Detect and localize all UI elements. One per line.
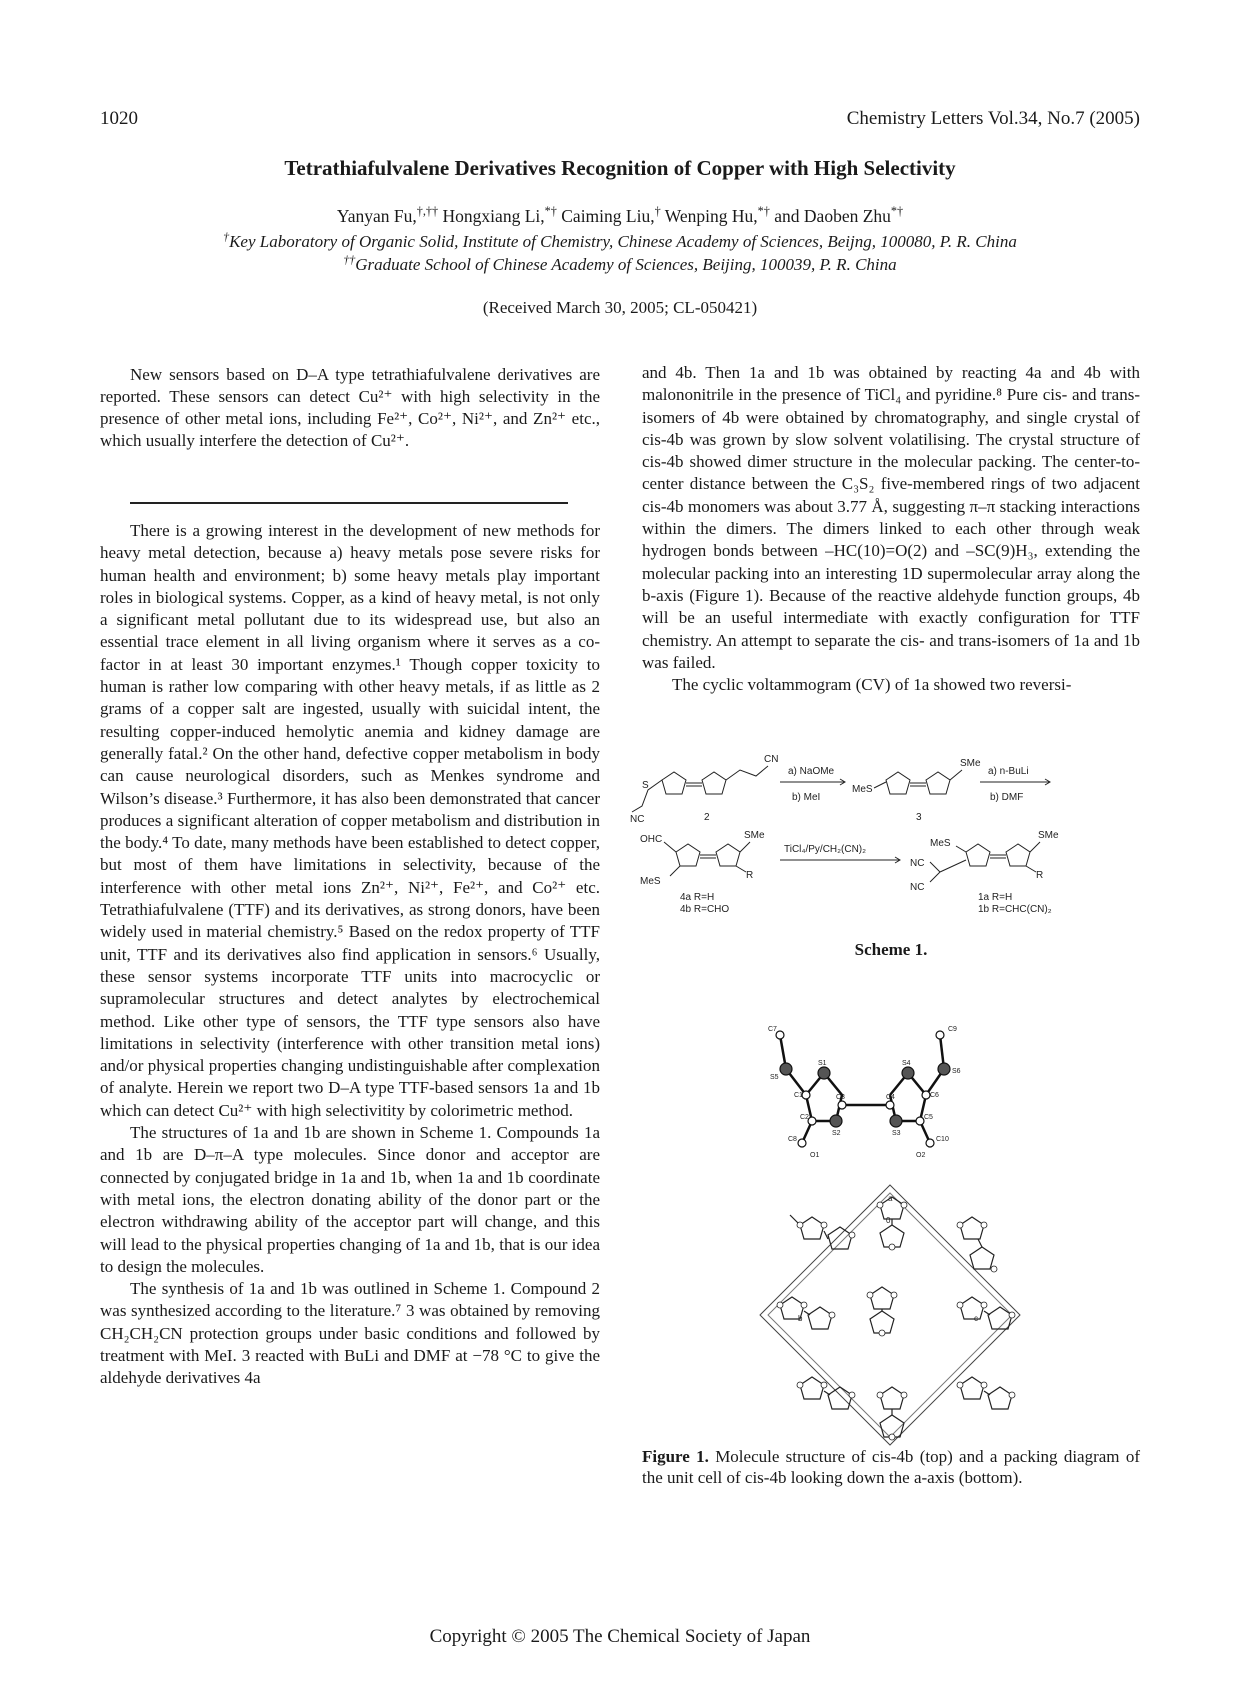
paper-title: Tetrathiafulvalene Derivatives Recognition of Copper with High Selectivity: [284, 156, 956, 180]
atom-label: C4: [886, 1094, 895, 1101]
scheme-label-ohc: OHC: [640, 834, 663, 845]
author-list: [0, 206, 1240, 227]
axis-label: 0: [886, 1216, 891, 1225]
atom-label: C6: [930, 1092, 939, 1099]
atom-label: O2: [916, 1152, 926, 1159]
step1-reagent-b: b) MeI: [792, 792, 821, 803]
body-paragraph: and 4b. Then 1a and 1b was obtained by reacting 4a and 4b with malononitrile in the presence of TiCl₄ and pyridine.⁸ Pure cis- and trans-isomers of 4b were obtained by chromatography, and single crystal of cis-4b was grown by slow solvent volatilising. The crystal structure of cis-4b showed dimer structure in the molecular packing. The center-to-center distance between the C₃S₂ five-membered rings of two adjacent cis-4b monomers was about 3.77 Å, suggesting π–π stacking interactions within the dimers. The dimers linked to each other through weak hydrogen bonds between –HC(10)=O(2) and –SC(9)H₃, extending the molecular packing into an interesting 1D supermolecular array along the b-axis (Figure 1). Because of the reactive aldehyde function groups, 4b will be an useful intermediate with exactly configuration for TTF chemistry. An attempt to separate the cis- and trans-isomers of 1a and 1b was failed.: [642, 363, 1140, 672]
atom-label: C9: [948, 1026, 957, 1033]
scheme-label-nc: NC: [910, 882, 925, 893]
scheme-label-r: R: [1036, 870, 1044, 881]
body-paragraph: There is a growing interest in the development of new methods for heavy metal detection, because a) heavy metals pose severe risks for human health and environment; b) some heavy metals play important roles in biological systems. Copper, as a kind of heavy metal, is not only a significant metal pollutant due to its widespread use, but also an essential trace element in all living organism where it serves as a co-factor in at least 30 important enzymes.¹ Though copper toxicity to human is rather low comparing with other heavy metals, if as little as 2 grams of a copper salt are ingested, usually with suicidal intent, the resulting copper-induced hemolytic anemia and kidney damage are generally fatal.² On the other hand, defective copper metabolism in body can cause neurological disorders, such as Menkes syndrome and Wilson’s disease.³ Furthermore, it has also been demonstrated that cancer produces a significant alteration of copper metabolism and distribution in the body.⁴ To date, many methods have been established to detect copper, but most of them have limitations in selectivity, because of the interference with other metal ions Zn²⁺, Ni²⁺, Fe²⁺, and Co²⁺ etc. Tetrathiafulvalene (TTF) and its derivatives, as strong donors, have been widely used in material chemistry.⁵ Based on the redox property of TTF unit, TTF and its derivatives also find application in sensors.⁶ Usually, these sensor systems incorporate TTF units into macrocyclic or supramolecular structures and detect analytes by electrochemical method. Like other type of sensors, the TTF type sensors also have limitations in selectivity (interference with other transition metal ions) and/or physical properties changing undistinguishable after complexation of analyte. Herein we report two D–A type TTF-based sensors 1a and 1b which can detect Cu²⁺ with high selectivitity by colorimetric method.: [100, 521, 600, 1120]
author-mark: *†: [890, 204, 904, 219]
axis-label: a: [888, 1194, 893, 1203]
affiliation-text: Key Laboratory of Organic Solid, Institute of Chemistry, Chinese Academy of Sciences, Beijng, 100080, P. R. China: [229, 232, 1017, 251]
step3-reagent: TiCl₄/Py/CH₂(CN)₂: [784, 844, 867, 855]
atom-label: S5: [770, 1074, 779, 1081]
author-name: Hongxiang Li,: [438, 206, 545, 226]
molecule-structure-figure: [740, 995, 1000, 1160]
atom-label: S6: [952, 1068, 961, 1075]
step2-reagent-a: a) n-BuLi: [988, 766, 1029, 777]
affiliation-text: Graduate School of Chinese Academy of Sciences, Beijing, 100039, P. R. China: [355, 255, 897, 274]
atom-label: S4: [902, 1060, 911, 1067]
affiliation-1: [0, 229, 1240, 252]
atom-label: C10: [936, 1136, 949, 1143]
atom-label: C2: [800, 1114, 809, 1121]
scheme-label-nc: NC: [910, 858, 925, 869]
body-paragraph: The cyclic voltammogram (CV) of 1a showed two reversi-: [672, 675, 1072, 695]
axis-label: c: [974, 1314, 978, 1323]
scheme-label-mes: MeS: [640, 876, 661, 887]
atom-label: C7: [768, 1026, 777, 1033]
figure-1-caption: [642, 1446, 1140, 1488]
scheme-1-diagram: [630, 742, 1140, 962]
ttf-ring: [662, 772, 686, 794]
author-mark: *†: [544, 204, 557, 219]
abstract-divider: [130, 502, 568, 504]
author-name: and Daoben Zhu: [769, 206, 891, 226]
left-column-body: [100, 520, 600, 1390]
atom-label: C5: [924, 1114, 933, 1121]
atom-label: C3: [836, 1094, 845, 1101]
abstract-text: New sensors based on D–A type tetrathiafulvalene derivatives are reported. These sensors can detect Cu²⁺ with high selectivity in the presence of other metal ions, including Fe²⁺, Co²⁺, Ni²⁺, and Zn²⁺ etc., which usually interfere the detection of Cu²⁺.: [100, 365, 600, 450]
author-mark: †: [654, 204, 661, 219]
author-mark: *†: [757, 204, 770, 219]
compound-4b-label: 4b R=CHO: [680, 904, 730, 915]
author-name: Caiming Liu,: [556, 206, 655, 226]
scheme-label-sme: SMe: [744, 830, 765, 841]
compound-2-label: 2: [704, 812, 710, 823]
affiliation-mark: †: [223, 229, 230, 244]
affiliation-2: [0, 252, 1240, 275]
copyright-footer: Copyright © 2005 The Chemical Society of Japan: [429, 1626, 811, 1647]
scheme-label-sme: SMe: [960, 758, 981, 769]
scheme-label-nc: NC: [630, 814, 645, 825]
figure-caption-label: Figure 1.: [642, 1447, 709, 1466]
packing-diagram-figure: [740, 1165, 1040, 1465]
compound-1a-label: 1a R=H: [978, 892, 1013, 903]
right-column-body: [642, 362, 1140, 696]
axis-label: b: [798, 1314, 803, 1323]
atom-label: S3: [892, 1130, 901, 1137]
atom-label: C8: [788, 1136, 797, 1143]
atom-label: S2: [832, 1130, 841, 1137]
compound-4a-label: 4a R=H: [680, 892, 715, 903]
scheme-label-s: S: [642, 780, 649, 791]
scheme-label-sme: SMe: [1038, 830, 1059, 841]
received-date: (Received March 30, 2005; CL-050421): [482, 298, 758, 317]
step2-reagent-b: b) DMF: [990, 792, 1024, 803]
compound-3-label: 3: [916, 812, 922, 823]
atom-label: S1: [818, 1060, 827, 1067]
figure-caption-text: Molecule structure of cis-4b (top) and a packing diagram of the unit cell of cis-4b looking down the a-axis (bottom).: [642, 1447, 1140, 1487]
author-name: Yanyan Fu,: [336, 206, 417, 226]
author-name: Wenping Hu,: [660, 206, 758, 226]
scheme-label-mes: MeS: [852, 784, 873, 795]
atom-label: C1: [794, 1092, 803, 1099]
page-number: 1020: [100, 108, 138, 129]
scheme-caption: Scheme 1.: [854, 940, 928, 959]
abstract: [100, 364, 600, 452]
scheme-label-mes: MeS: [930, 838, 951, 849]
affiliation-mark: ††: [343, 252, 356, 267]
scheme-label-cn: CN: [764, 754, 779, 765]
step1-reagent-a: a) NaOMe: [788, 766, 835, 777]
journal-header: Chemistry Letters Vol.34, No.7 (2005): [846, 108, 1140, 129]
body-paragraph: The synthesis of 1a and 1b was outlined in Scheme 1. Compound 2 was synthesized according to the literature.⁷ 3 was obtained by removing CH₂CH₂CN protection groups under basic conditions and followed by treatment with MeI. 3 reacted with BuLi and DMF at −78 °C to give the aldehyde derivatives 4a: [100, 1279, 600, 1388]
scheme-label-r: R: [746, 870, 754, 881]
author-mark: †,††: [416, 204, 439, 219]
compound-1b-label: 1b R=CHC(CN)₂: [978, 904, 1052, 915]
ttf-ring: [702, 772, 726, 794]
atom-label: O1: [810, 1152, 820, 1159]
body-paragraph: The structures of 1a and 1b are shown in Scheme 1. Compounds 1a and 1b are D–π–A type molecules. Since donor and acceptor are connected by conjugated bridge in 1a and 1b, when 1a and 1b coordinate with metal ions, the electron donating ability of the donor part or the electron withdrawing ability of the acceptor part will change, and this will lead to the physical properties changing of 1a and 1b, that is our idea to design the molecules.: [100, 1123, 600, 1276]
